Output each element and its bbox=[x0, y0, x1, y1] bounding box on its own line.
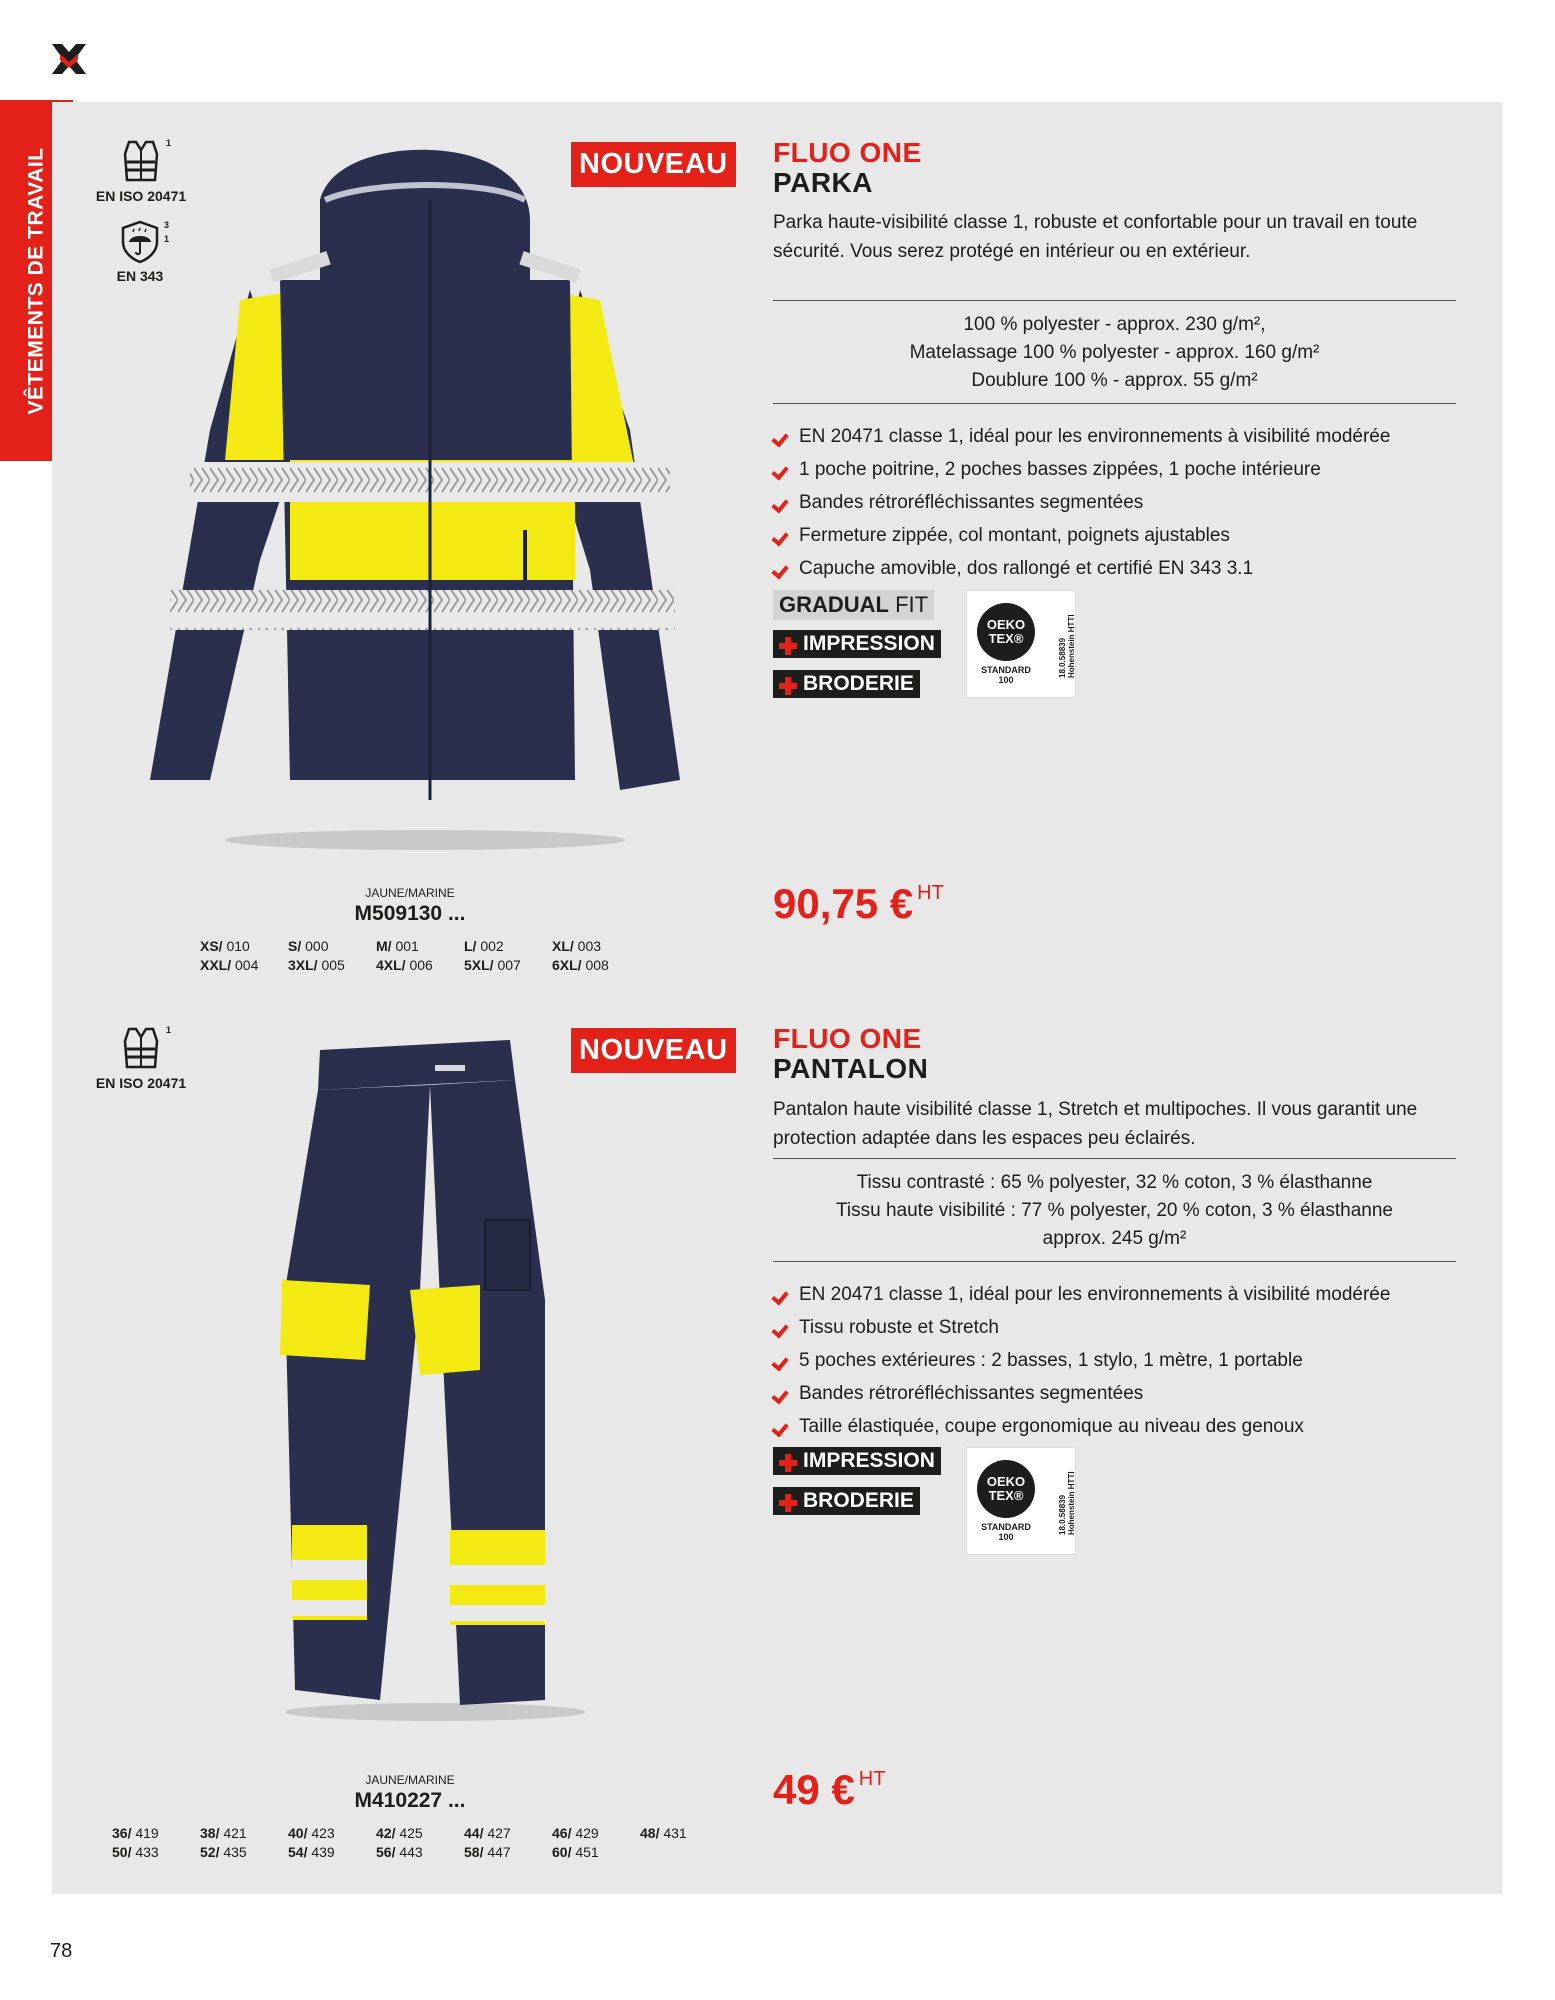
cert-class: 1 bbox=[166, 1025, 172, 1035]
size-label: 52/ bbox=[200, 1844, 220, 1860]
new-badge: NOUVEAU bbox=[571, 1028, 736, 1073]
feature-item: Fermeture zippée, col montant, poignets ajustables bbox=[773, 519, 1390, 552]
cert-class-bottom: 1 bbox=[164, 234, 170, 244]
composition-line: Matelassage 100 % polyester - approx. 160 g/m² bbox=[909, 342, 1320, 363]
size-item bbox=[288, 1843, 376, 1862]
product-title-line2: PANTALON bbox=[773, 1053, 929, 1084]
price-suffix: HT bbox=[858, 1768, 886, 1790]
size-label: L/ bbox=[464, 938, 477, 954]
feature-item: Tissu robuste et Stretch bbox=[773, 1311, 1390, 1344]
impression-tag: IMPRESSION bbox=[773, 1447, 941, 1475]
size-grid bbox=[112, 1824, 728, 1862]
color-label: JAUNE/MARINE bbox=[365, 1773, 455, 1787]
product-title-line1: FLUO ONE bbox=[773, 1023, 922, 1054]
brand-logo-icon bbox=[48, 38, 90, 80]
size-item bbox=[552, 1843, 640, 1862]
size-code: 425 bbox=[395, 1825, 423, 1841]
size-label: 48/ bbox=[640, 1825, 660, 1841]
section-side-tab-label: VÊTEMENTS DE TRAVAIL bbox=[24, 146, 48, 415]
size-label: 60/ bbox=[552, 1844, 572, 1860]
price-value: 49 € bbox=[773, 1766, 855, 1813]
size-code: 443 bbox=[395, 1844, 423, 1860]
oeko-standard-num: 100 bbox=[998, 1532, 1014, 1542]
product-reference: M410227 ... bbox=[354, 1789, 466, 1812]
size-label: 40/ bbox=[288, 1825, 308, 1841]
size-code: 447 bbox=[483, 1844, 511, 1860]
oeko-standard-num: 100 bbox=[998, 675, 1014, 685]
oeko-tex-logo bbox=[977, 603, 1035, 661]
size-label: 54/ bbox=[288, 1844, 308, 1860]
hi-vis-vest-icon bbox=[121, 1025, 161, 1071]
oeko-line1: OEKO bbox=[986, 1474, 1026, 1489]
product-description: Pantalon haute visibilité classe 1, Stretch et multipoches. Il vous garantit une protection adaptée dans les espaces peu éclairés. bbox=[773, 1099, 1418, 1149]
price-suffix: HT bbox=[917, 882, 944, 904]
size-label: 56/ bbox=[376, 1844, 396, 1860]
size-grid bbox=[200, 937, 640, 975]
size-label: 46/ bbox=[552, 1825, 572, 1841]
size-item bbox=[376, 1843, 464, 1862]
size-code: 003 bbox=[573, 938, 602, 954]
size-label: XXL/ bbox=[200, 957, 232, 973]
composition-line: 100 % polyester - approx. 230 g/m², bbox=[963, 314, 1266, 335]
size-code: 435 bbox=[219, 1844, 247, 1860]
product-title-line1: FLUO ONE bbox=[773, 137, 922, 168]
cert-label: EN ISO 20471 bbox=[95, 1075, 187, 1091]
oeko-tex-logo bbox=[977, 1460, 1035, 1518]
feature-item: Bandes rétroréfléchissantes segmentées bbox=[773, 1377, 1390, 1410]
cert-class: 1 bbox=[166, 138, 172, 148]
cert-class-top: 3 bbox=[164, 220, 170, 230]
size-label: 3XL/ bbox=[288, 957, 318, 973]
size-label: 36/ bbox=[112, 1825, 132, 1841]
size-label: M/ bbox=[376, 938, 392, 954]
new-badge: NOUVEAU bbox=[571, 142, 736, 187]
fit-tag-bold: GRADUAL bbox=[779, 592, 889, 617]
product-description: Parka haute-visibilité classe 1, robuste et confortable pour un travail en toute sécurité. Vous serez protégé en intérieur ou en extérieur. bbox=[773, 212, 1418, 262]
composition-line: Tissu contrasté : 65 % polyester, 32 % coton, 3 % élasthanne bbox=[856, 1172, 1373, 1193]
size-code: 419 bbox=[131, 1825, 159, 1841]
size-item bbox=[376, 1824, 464, 1843]
oeko-standard-text: STANDARD bbox=[981, 665, 1031, 675]
size-item bbox=[640, 1824, 728, 1843]
size-item bbox=[200, 1824, 288, 1843]
feature-item: Taille élastiquée, coupe ergonomique au niveau des genoux bbox=[773, 1410, 1390, 1443]
size-item bbox=[552, 956, 640, 975]
size-label: 50/ bbox=[112, 1844, 132, 1860]
price-value: 90,75 € bbox=[773, 880, 914, 927]
oeko-tex-label bbox=[966, 590, 1076, 698]
gradual-fit-tag bbox=[773, 590, 934, 620]
size-label: S/ bbox=[288, 938, 302, 954]
feature-item: EN 20471 classe 1, idéal pour les environnements à visibilité modérée bbox=[773, 1278, 1390, 1311]
oeko-institute: Hohenstein HTTI bbox=[1067, 614, 1076, 678]
cert-en-iso-20471 bbox=[88, 1025, 194, 1091]
size-label: 6XL/ bbox=[552, 957, 582, 973]
size-item bbox=[464, 1843, 552, 1862]
color-label: JAUNE/MARINE bbox=[365, 886, 455, 900]
size-item bbox=[552, 937, 640, 956]
cert-label: EN 343 bbox=[116, 268, 164, 284]
size-label: 5XL/ bbox=[464, 957, 494, 973]
impression-tag: IMPRESSION bbox=[773, 630, 941, 658]
page-number: 78 bbox=[50, 1940, 73, 1962]
broderie-tag: BRODERIE bbox=[773, 670, 920, 698]
size-item bbox=[552, 1824, 640, 1843]
parka-product-image bbox=[130, 140, 700, 860]
composition-line: Doublure 100 % - approx. 55 g/m² bbox=[971, 370, 1258, 391]
size-code: 007 bbox=[493, 957, 521, 973]
size-item bbox=[288, 1824, 376, 1843]
oeko-institute: Hohenstein HTTI bbox=[1067, 1471, 1076, 1535]
size-item bbox=[112, 1843, 200, 1862]
size-label: XL/ bbox=[552, 938, 574, 954]
size-item bbox=[200, 956, 288, 975]
feature-item: Capuche amovible, dos rallongé et certifié EN 343 3.1 bbox=[773, 552, 1390, 585]
size-label: 4XL/ bbox=[376, 957, 406, 973]
cert-label: EN ISO 20471 bbox=[95, 188, 187, 204]
size-code: 006 bbox=[405, 957, 433, 973]
size-code: 431 bbox=[659, 1825, 687, 1841]
oeko-standard bbox=[969, 1522, 1043, 1542]
oeko-code-num: 18.0.58839 bbox=[1058, 637, 1067, 678]
size-label: 38/ bbox=[200, 1825, 220, 1841]
oeko-code bbox=[1058, 1455, 1076, 1535]
size-code: 451 bbox=[571, 1844, 599, 1860]
product-title-line2: PARKA bbox=[773, 167, 873, 198]
product-reference: M509130 ... bbox=[354, 902, 466, 925]
feature-item: EN 20471 classe 1, idéal pour les environnements à visibilité modérée bbox=[773, 420, 1390, 453]
price bbox=[773, 880, 944, 928]
size-code: 008 bbox=[581, 957, 609, 973]
composition-block bbox=[773, 1158, 1456, 1262]
size-code: 004 bbox=[231, 957, 259, 973]
size-code: 433 bbox=[131, 1844, 159, 1860]
size-item bbox=[464, 956, 552, 975]
oeko-code-num: 18.0.58839 bbox=[1058, 1494, 1067, 1535]
size-label: XS/ bbox=[200, 938, 223, 954]
trousers-product-image bbox=[270, 1040, 590, 1730]
size-item bbox=[200, 1843, 288, 1862]
broderie-tag: BRODERIE bbox=[773, 1487, 920, 1515]
size-item bbox=[464, 937, 552, 956]
oeko-line2: TEX® bbox=[988, 631, 1024, 646]
feature-item: 1 poche poitrine, 2 poches basses zippées, 1 poche intérieure bbox=[773, 453, 1390, 486]
oeko-code bbox=[1058, 598, 1076, 678]
size-item bbox=[464, 1824, 552, 1843]
oeko-tex-label bbox=[966, 1447, 1076, 1555]
size-code: 427 bbox=[483, 1825, 511, 1841]
size-item bbox=[112, 1824, 200, 1843]
size-item bbox=[288, 937, 376, 956]
size-label: 42/ bbox=[376, 1825, 396, 1841]
size-item bbox=[376, 956, 464, 975]
size-code: 002 bbox=[476, 938, 504, 954]
size-item bbox=[200, 937, 288, 956]
size-item bbox=[288, 956, 376, 975]
oeko-line1: OEKO bbox=[986, 617, 1026, 632]
size-label: 44/ bbox=[464, 1825, 484, 1841]
size-code: 001 bbox=[391, 938, 419, 954]
oeko-line2: TEX® bbox=[988, 1488, 1024, 1503]
feature-list bbox=[773, 1278, 1390, 1443]
size-label: 58/ bbox=[464, 1844, 484, 1860]
size-code: 005 bbox=[317, 957, 345, 973]
size-code: 423 bbox=[307, 1825, 335, 1841]
size-code: 439 bbox=[307, 1844, 335, 1860]
oeko-standard bbox=[969, 665, 1043, 685]
size-code: 421 bbox=[219, 1825, 247, 1841]
oeko-standard-text: STANDARD bbox=[981, 1522, 1031, 1532]
size-code: 429 bbox=[571, 1825, 599, 1841]
size-code: 000 bbox=[301, 938, 329, 954]
size-item bbox=[376, 937, 464, 956]
feature-item: 5 poches extérieures : 2 basses, 1 stylo, 1 mètre, 1 portable bbox=[773, 1344, 1390, 1377]
composition-block bbox=[773, 300, 1456, 404]
fit-tag-normal: FIT bbox=[889, 592, 929, 617]
composition-line: Tissu haute visibilité : 77 % polyester, 20 % coton, 3 % élasthanne bbox=[836, 1200, 1393, 1221]
feature-list bbox=[773, 420, 1390, 585]
feature-item: Bandes rétroréfléchissantes segmentées bbox=[773, 486, 1390, 519]
price bbox=[773, 1766, 885, 1814]
size-code: 010 bbox=[222, 938, 250, 954]
composition-line: approx. 245 g/m² bbox=[1042, 1228, 1187, 1249]
